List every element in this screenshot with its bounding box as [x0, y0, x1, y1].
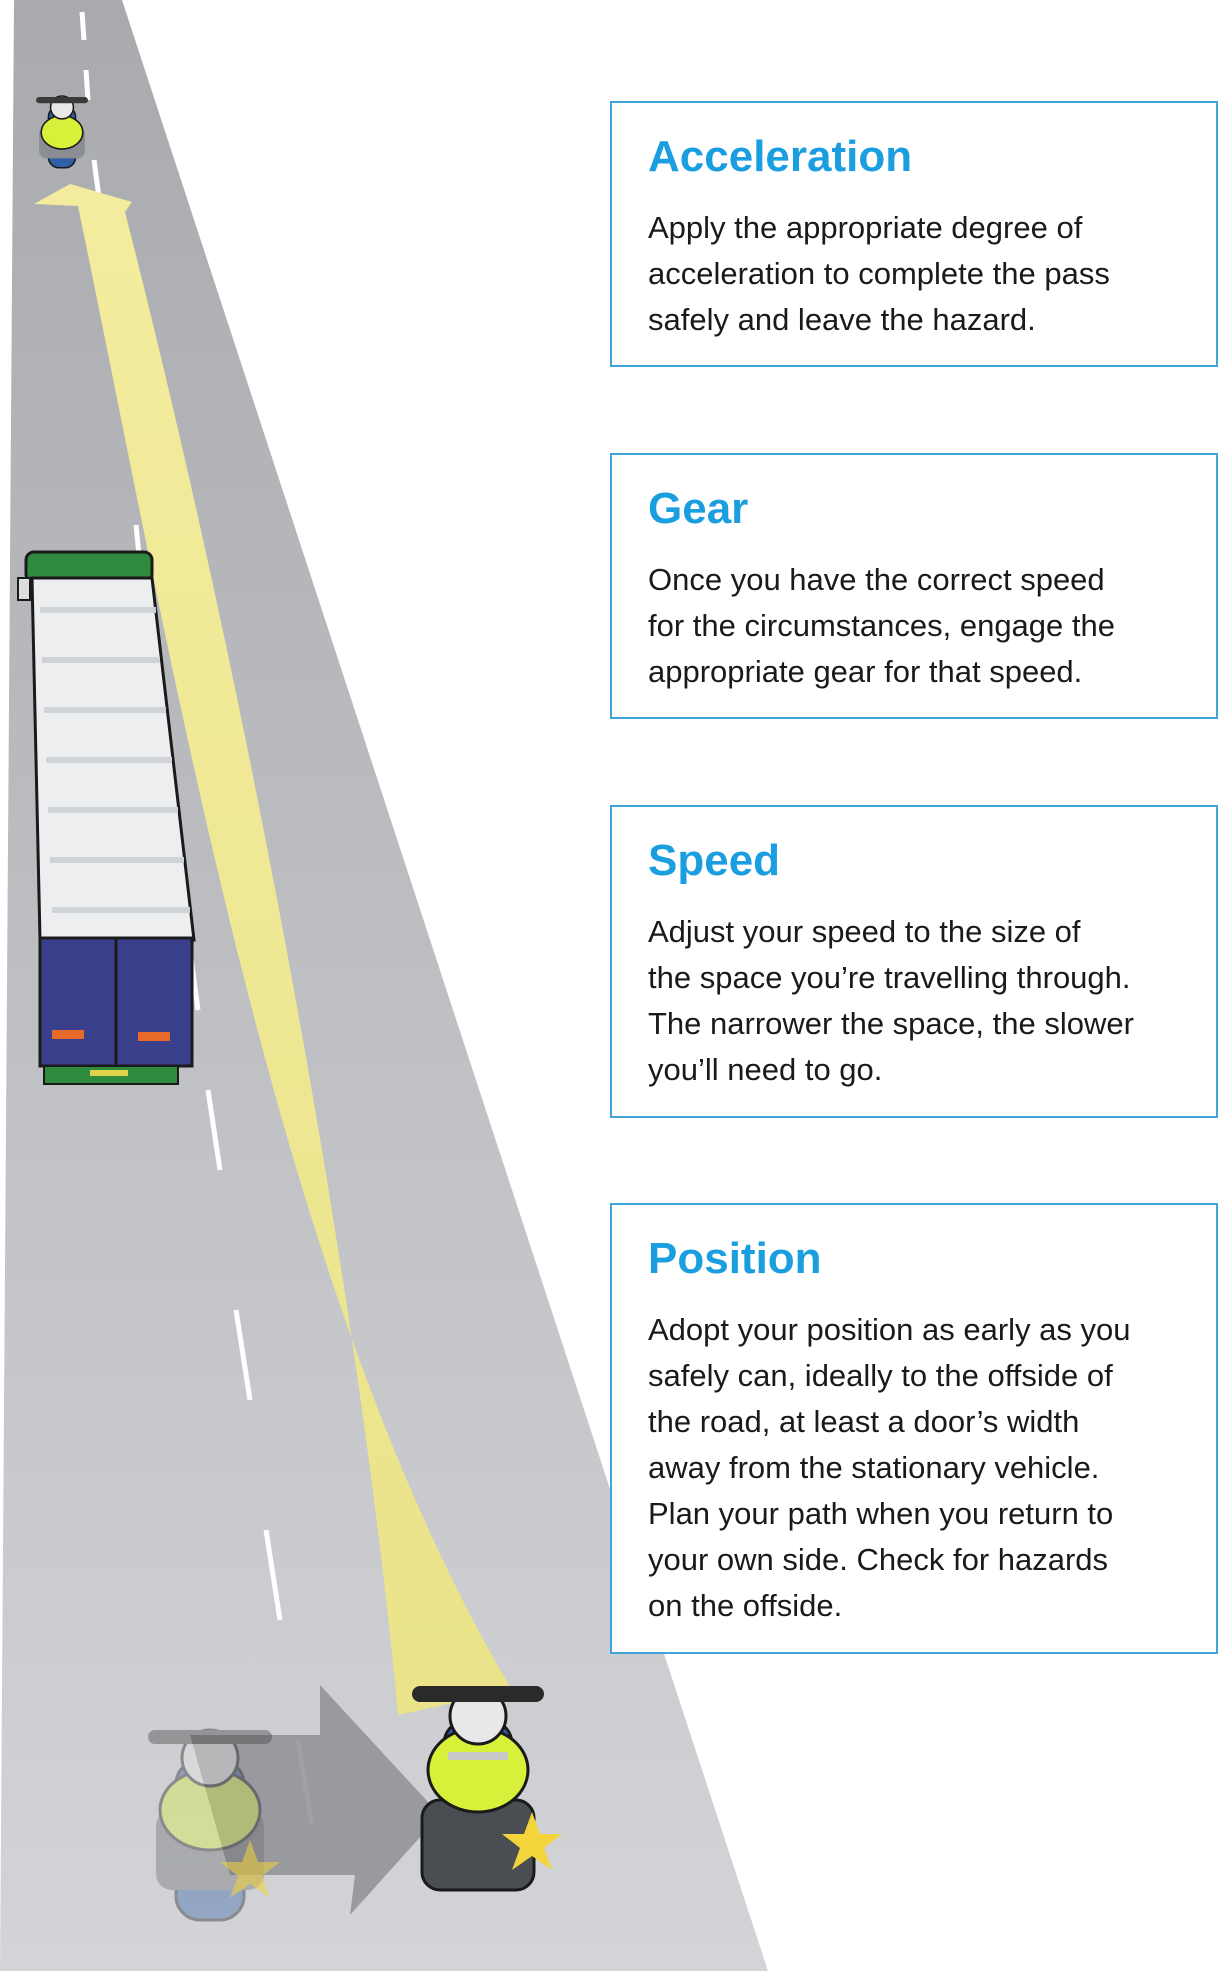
speed-box — [610, 805, 1218, 1118]
box-title: Position — [648, 1234, 822, 1283]
box-text — [648, 557, 1186, 695]
box-line: Once you have the correct speed — [648, 562, 1105, 597]
box-line: acceleration to complete the pass — [648, 256, 1110, 291]
gear-box — [610, 453, 1218, 719]
box-line: Adjust your speed to the size of — [648, 914, 1081, 949]
box-line: on the offside. — [648, 1588, 843, 1623]
box-title: Acceleration — [648, 132, 913, 181]
box-text — [648, 1307, 1186, 1629]
box-line: Adopt your position as early as you — [648, 1312, 1131, 1347]
acceleration-box — [610, 101, 1218, 367]
box-line: your own side. Check for hazards — [648, 1542, 1109, 1577]
box-line: appropriate gear for that speed. — [648, 654, 1083, 689]
box-text — [648, 909, 1186, 1093]
box-line: the space you’re travelling through. — [648, 960, 1131, 995]
box-line: safely and leave the hazard. — [648, 302, 1036, 337]
box-line: for the circumstances, engage the — [648, 608, 1115, 643]
box-line: the road, at least a door’s width — [648, 1404, 1080, 1439]
box-line: Apply the appropriate degree of — [648, 210, 1083, 245]
box-line: you’ll need to go. — [648, 1052, 883, 1087]
box-line: safely can, ideally to the offside of — [648, 1358, 1113, 1393]
box-text — [648, 205, 1186, 343]
position-box — [610, 1203, 1218, 1654]
box-title: Speed — [648, 836, 781, 885]
box-line: The narrower the space, the slower — [648, 1006, 1134, 1041]
box-line: Plan your path when you return to — [648, 1496, 1114, 1531]
box-title: Gear — [648, 484, 749, 533]
box-line: away from the stationary vehicle. — [648, 1450, 1100, 1485]
